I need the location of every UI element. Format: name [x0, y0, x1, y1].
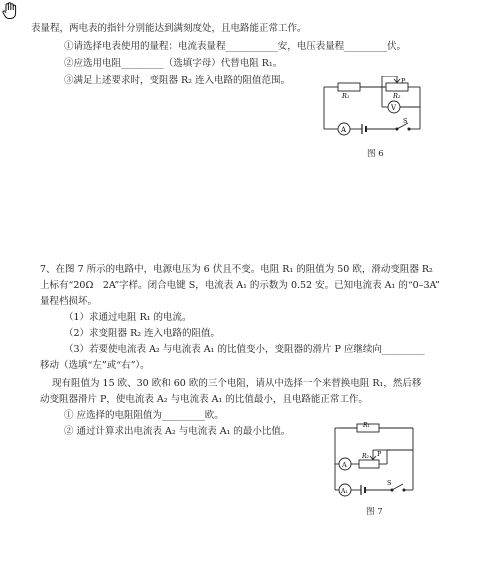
label-a: A [341, 126, 347, 134]
q6-line1: 表量程，两电表的指针分别能达到满刻度处，且电路能正常工作。 [31, 23, 307, 34]
label-a1: A₁ [341, 488, 348, 495]
hand-pointer-icon [2, 2, 18, 20]
switch-icon [392, 484, 403, 490]
q6-item3: ③满足上述要求时，变阻器 R₂ 连入电路的阻值范围。 [64, 75, 291, 86]
q6-item2: ②应选用电阻_________（选填字母）代替电阻 R₁。 [64, 58, 283, 69]
q7-sub2: （2）求变阻器 R₂ 连入电路的阻值。 [64, 328, 221, 339]
q7-sub3: （3）若要使电流表 A₂ 与电流表 A₁ 的比值变小，变阻器的滑片 P 应继续向_________ [64, 344, 425, 355]
q7-sub1: （1）求通过电阻 R₁ 的电流。 [64, 312, 192, 323]
label-p: P [377, 450, 382, 458]
label-r2: R₂ [362, 453, 369, 460]
figure-6-circuit [318, 76, 426, 142]
label-s: S [387, 479, 392, 487]
q7-c2: ② 通过计算求出电流表 A₂ 与电流表 A₁ 的最小比值。 [64, 426, 291, 437]
label-s: S [403, 117, 408, 125]
label-p: P [401, 77, 406, 85]
q7-now1: 现有阻值为 15 欧、30 欧和 60 欧的三个电阻，请从中选择一个来替换电阻 R₁，然后移 [52, 378, 422, 389]
figure-7-circuit [333, 422, 417, 502]
label-a2: A [342, 461, 347, 469]
figure-7-caption: 图 7 [366, 507, 383, 517]
label-r1: R₁ [342, 92, 350, 100]
figure-6-caption: 图 6 [367, 149, 384, 159]
q7-sub3b: 移动（选填“左”或“右”）。 [40, 360, 150, 371]
q7-line2: 上标有“20Ω 2A”字样。闭合电键 S，电流表 A₁ 的示数为 0.52 安。已知电流表 A₁ 的“0–3A” [40, 280, 440, 291]
q7-line3: 量程档损坏。 [40, 296, 98, 307]
label-r2: R₂ [393, 92, 401, 100]
q7-c1: ① 应选择的电阻阻值为_________欧。 [64, 410, 224, 421]
label-r1: R₁ [363, 422, 370, 429]
q7-now2: 动变阻器滑片 P，使电流表 A₂ 与电流表 A₁ 的比值最小，且电路能正常工作。 [40, 394, 368, 405]
q7-line1: 7、在图 7 所示的电路中，电源电压为 6 伏且不变。电阻 R₁ 的阻值为 50 欧，滑动变阻器 R₂ [40, 264, 433, 275]
resistor-r1-icon [338, 83, 360, 91]
q6-item1: ①请选择电表使用的量程：电流表量程___________安，电压表量程_________伏。 [64, 41, 407, 52]
label-v: V [391, 104, 397, 112]
rheostat-r2-icon [359, 460, 379, 468]
